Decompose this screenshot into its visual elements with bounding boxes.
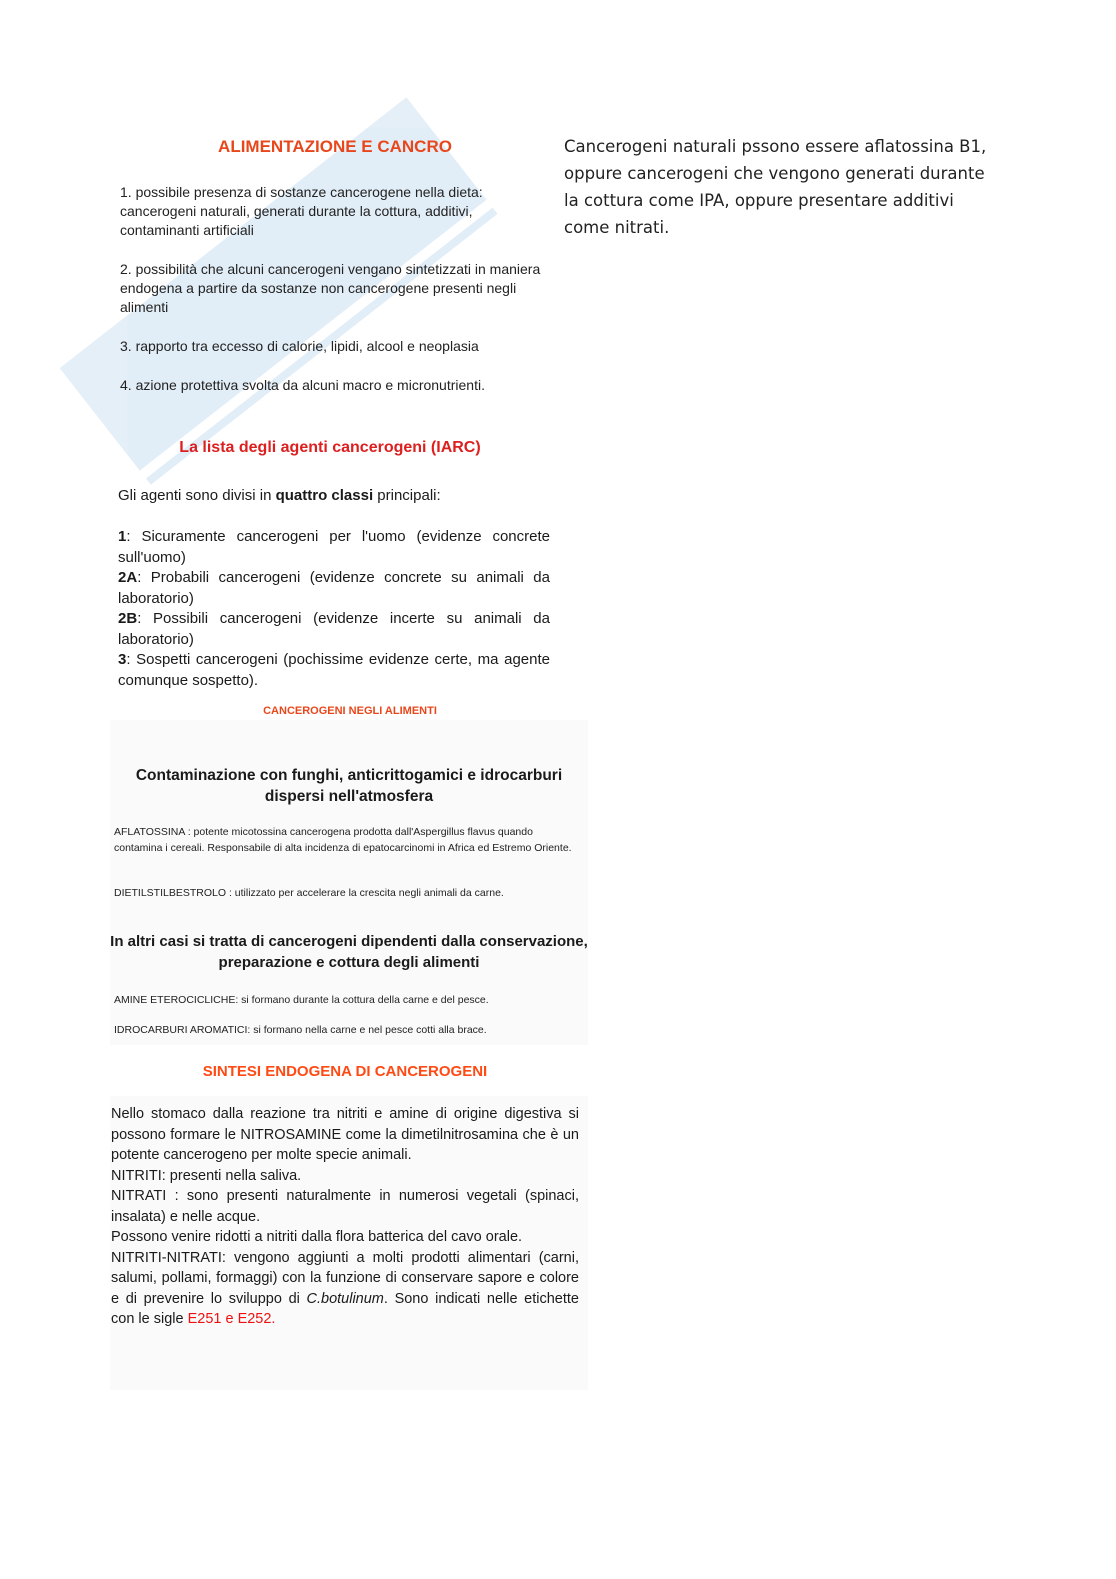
definition-aflatossina: AFLATOSSINA : potente micotossina cancerogena prodotta dall'Aspergillus flavus quando contamina i cereali. Responsabile di alta incidenza di epatocarcinomi in Africa ed Estremo Oriente. (114, 826, 572, 854)
definition-amine: AMINE ETEROCICLICHE: si formano durante la cottura della carne e del pesce. (114, 994, 489, 1006)
iarc-classes (118, 527, 550, 691)
definition-idrocarburi: IDROCARBURI AROMATICI: si formano nella carne e nel pesce cotti alla brace. (114, 1024, 487, 1036)
iarc-class-item: 2B: Possibili cancerogeni (evidenze incerte su animali da laboratorio) (118, 610, 550, 648)
section-title-cancerogeni-alimenti: CANCEROGENI NEGLI ALIMENTI (263, 705, 437, 717)
iarc-intro: Gli agenti sono divisi in quattro classi principali: (118, 487, 441, 504)
side-note: Cancerogeni naturali pssono essere aflatossina B1, oppure cancerogeni che vengono generati durante la cottura come IPA, oppure presentare additivi come nitrati. (564, 137, 987, 237)
section-title-sintesi-endogena: SINTESI ENDOGENA DI CANCEROGENI (202, 1063, 488, 1080)
iarc-class-item: 1: Sicuramente cancerogeni per l'uomo (evidenze concrete sull'uomo) (118, 528, 550, 566)
paragraph: NITRITI-NITRATI: vengono aggiunti a molti prodotti alimentari (carni, salumi, pollami, formaggi) con la funzione di conservare sapore e colore e di prevenire lo sviluppo di C.botulinum. Sono indicati nelle etichette con le sigle E251 e E252. (111, 1249, 579, 1327)
section-title-iarc: La lista degli agenti cancerogeni (IARC) (179, 439, 481, 456)
subheading-conservazione: In altri casi si tratta di cancerogeni dipendenti dalla conservazione, preparazione e cottura degli alimenti (110, 933, 588, 971)
paragraph: NITRITI: presenti nella saliva. (111, 1167, 302, 1184)
list-item: 1. possibile presenza di sostanze cancerogene nella dieta: cancerogeni naturali, generati durante la cottura, additivi, contaminanti artificiali (120, 184, 483, 238)
iarc-class-item: 3: Sospetti cancerogeni (pochissime evidenze certe, ma agente comunque sospetto). (118, 651, 550, 689)
list-item: 3. rapporto tra eccesso di calorie, lipidi, alcool e neoplasia (120, 338, 479, 354)
definition-dietilstilbestrolo: DIETILSTILBESTROLO : utilizzato per accelerare la crescita negli animali da carne. (114, 887, 504, 899)
paragraph: Nello stomaco dalla reazione tra nitriti e amine di origine digestiva si possono formare le NITROSAMINE come la dimetilnitrosamina che è un potente cancerogeno per molte specie animali. (111, 1106, 579, 1163)
subheading-contaminazione: Contaminazione con funghi, anticrittogamici e idrocarburi dispersi nell'atmosfera (135, 767, 563, 805)
iarc-class-item: 2A: Probabili cancerogeni (evidenze concrete su animali da laboratorio) (118, 569, 550, 607)
paragraph: NITRATI : sono presenti naturalmente in numerosi vegetali (spinaci, insalata) e nelle acque. (111, 1188, 579, 1225)
section-title-alimentazione: ALIMENTAZIONE E CANCRO (218, 137, 452, 156)
paragraph: Possono venire ridotti a nitriti dalla flora batterica del cavo orale. (111, 1229, 523, 1245)
list-item: 2. possibilità che alcuni cancerogeni vengano sintetizzati in maniera endogena a partire da sostanze non cancerogene presenti negli alimenti (120, 261, 541, 315)
list-item: 4. azione protettiva svolta da alcuni macro e micronutrienti. (120, 377, 485, 393)
sintesi-body (111, 1104, 579, 1330)
